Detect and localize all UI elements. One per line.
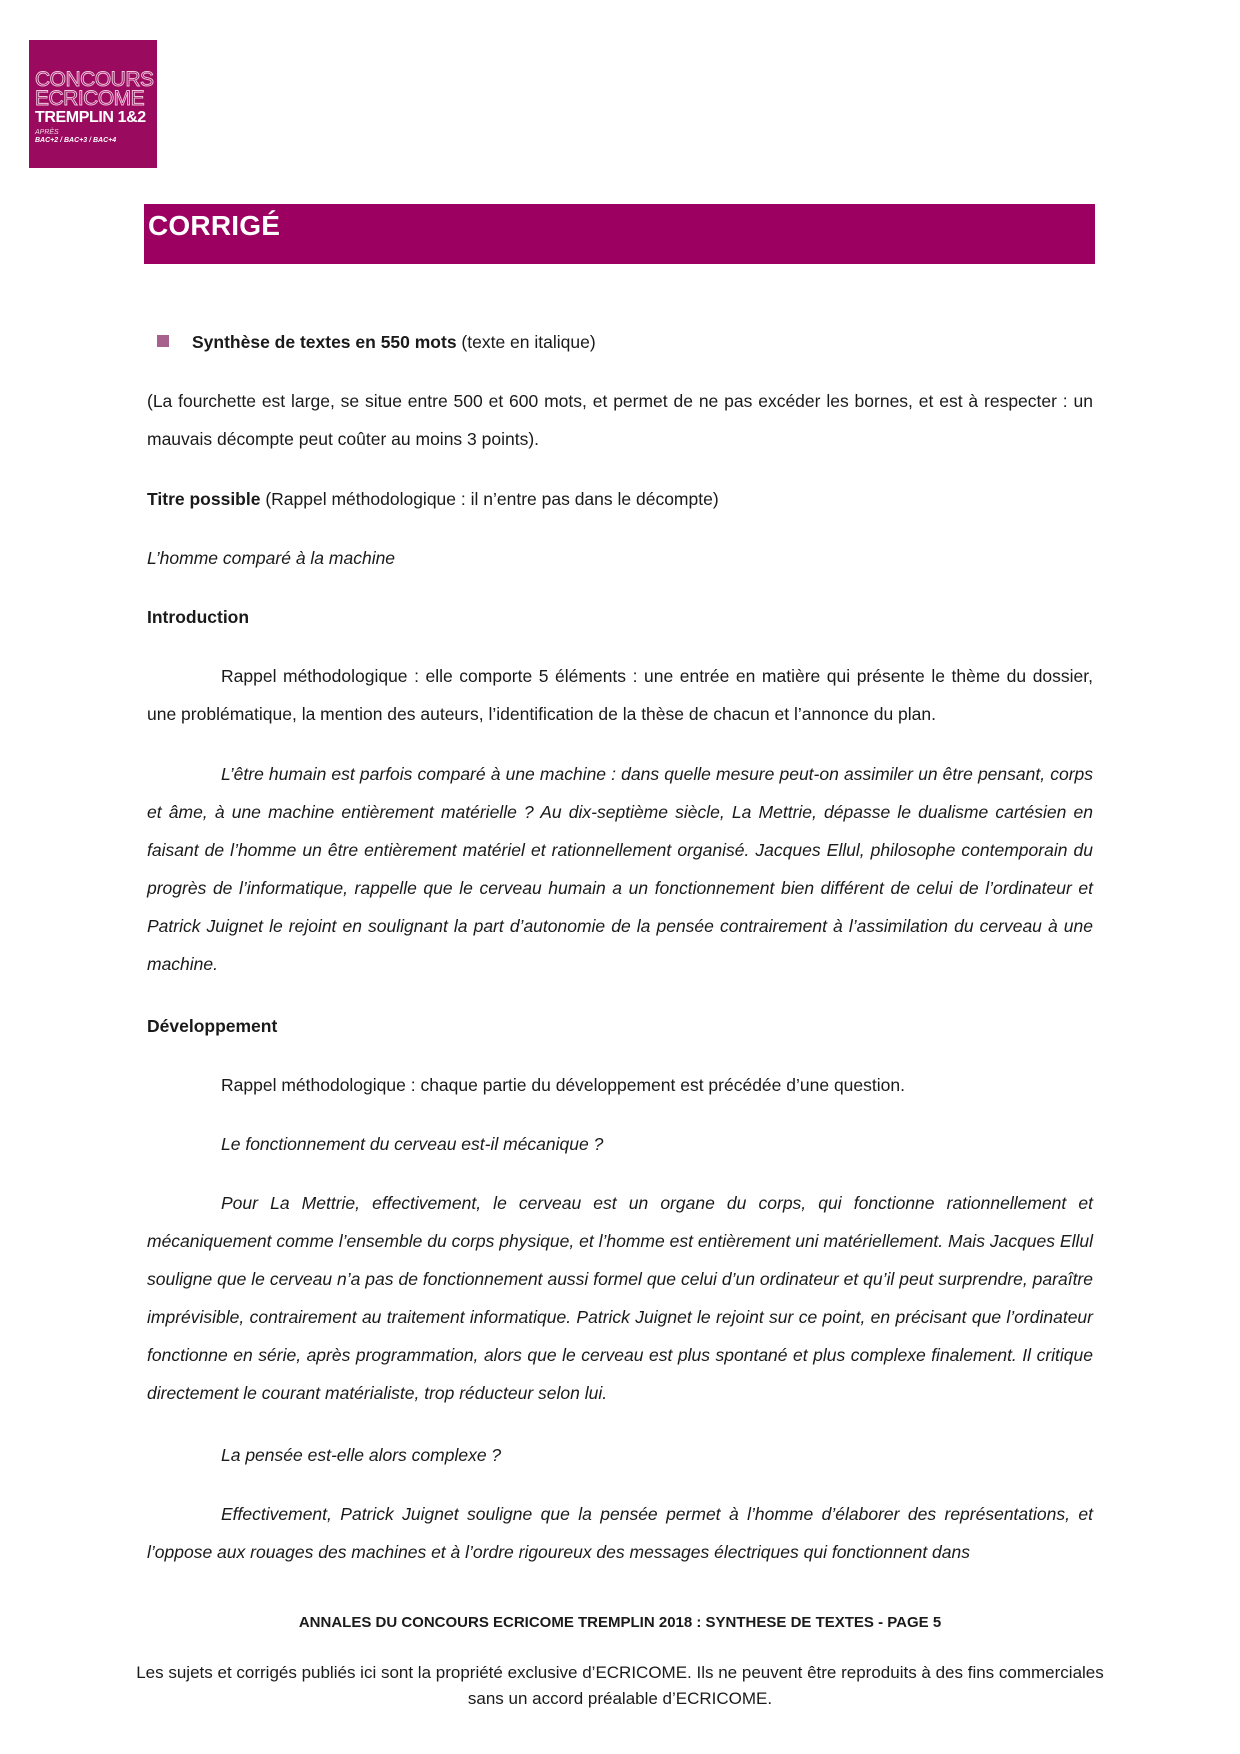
- logo-line-apres: APRÈS: [35, 129, 59, 136]
- paragraph-2: Effectivement, Patrick Juignet souligne que la pensée permet à l’homme d’élaborer des représentations, et l’oppose aux rouages des machines et à l’ordre rigoureux des messages électriques qui fonctionnent dans: [147, 1504, 1093, 1562]
- square-bullet-icon: [157, 335, 169, 347]
- section-heading-bold: Synthèse de textes en 550 mots: [192, 332, 457, 352]
- dev-heading: Développement: [147, 1016, 278, 1036]
- question-2: La pensée est-elle alors complexe ?: [221, 1445, 502, 1465]
- dev-method-note: Rappel méthodologique : chaque partie du développement est précédée d’une question.: [221, 1075, 905, 1095]
- intro-method-note: Rappel méthodologique : elle comporte 5 éléments : une entrée en matière qui présente le thème du dossier, une problématique, la mention des auteurs, l’identification de la thèse de chacun et l’annonce du plan.: [147, 666, 1093, 724]
- banner-title: CORRIGÉ: [148, 210, 281, 241]
- section-heading: [192, 323, 1138, 361]
- logo-line-concours: CONCOURS: [35, 68, 154, 91]
- title-note: (Rappel méthodologique : il n’entre pas dans le décompte): [260, 489, 719, 509]
- logo-line-tremplin: TREMPLIN 1&2: [35, 109, 146, 126]
- ecricome-logo: [29, 40, 157, 168]
- logo-line-bac: BAC+2 / BAC+3 / BAC+4: [35, 137, 117, 144]
- intro-heading: Introduction: [147, 607, 250, 627]
- paragraph-1: Pour La Mettrie, effectivement, le cerveau est un organe du corps, qui fonctionne rationnellement et mécaniquement comme l’ensemble du corps physique, et l’homme est entièrement uni matériellement. Mais Jacques Ellul souligne que le cerveau n’a pas de fonctionnement aussi formel que celui d’un ordinateur et qu’il peut surprendre, paraître imprévisible, contrairement au traitement informatique. Patrick Juignet le rejoint sur ce point, en précisant que l’ordinateur fonctionne en série, après programmation, alors que le cerveau est plus spontané et plus complexe finalement. Il critique directement le courant matérialiste, trop réducteur selon lui.: [147, 1193, 1093, 1403]
- proposed-title: L’homme comparé à la machine: [147, 548, 396, 568]
- footer-page-title: ANNALES DU CONCOURS ECRICOME TREMPLIN 2018 : SYNTHESE DE TEXTES - PAGE 5: [298, 1614, 942, 1631]
- section-heading-rest: (texte en italique): [456, 332, 596, 352]
- logo-line-ecricome: ECRICOME: [35, 87, 145, 110]
- corrige-banner: [144, 204, 1095, 264]
- word-count-note: (La fourchette est large, se situe entre 500 et 600 mots, et permet de ne pas excéder les bornes, et est à respecter : un mauvais décompte peut coûter au moins 3 points).: [147, 391, 1093, 449]
- question-1: Le fonctionnement du cerveau est-il mécanique ?: [221, 1134, 604, 1154]
- title-label: Titre possible: [147, 489, 261, 509]
- footer-copyright: Les sujets et corrigés publiés ici sont la propriété exclusive d’ECRICOME. Ils ne peuvent être reproduits à des fins commerciales sans un accord préalable d’ECRICOME.: [136, 1663, 1104, 1708]
- intro-paragraph: L’être humain est parfois comparé à une machine : dans quelle mesure peut-on assimiler un être pensant, corps et âme, à une machine entièrement matérielle ? Au dix-septième siècle, La Mettrie, dépasse le dualisme cartésien en faisant de l’homme un être entièrement matériel et rationnellement organisé. Jacques Ellul, philosophe contemporain du progrès de l’informatique, rappelle que le cerveau humain a un fonctionnement bien différent de celui de l’ordinateur et Patrick Juignet le rejoint en soulignant la part d’autonomie de la pensée contrairement à l’assimilation du cerveau à une machine.: [147, 764, 1093, 974]
- title-label-line: [147, 480, 1093, 518]
